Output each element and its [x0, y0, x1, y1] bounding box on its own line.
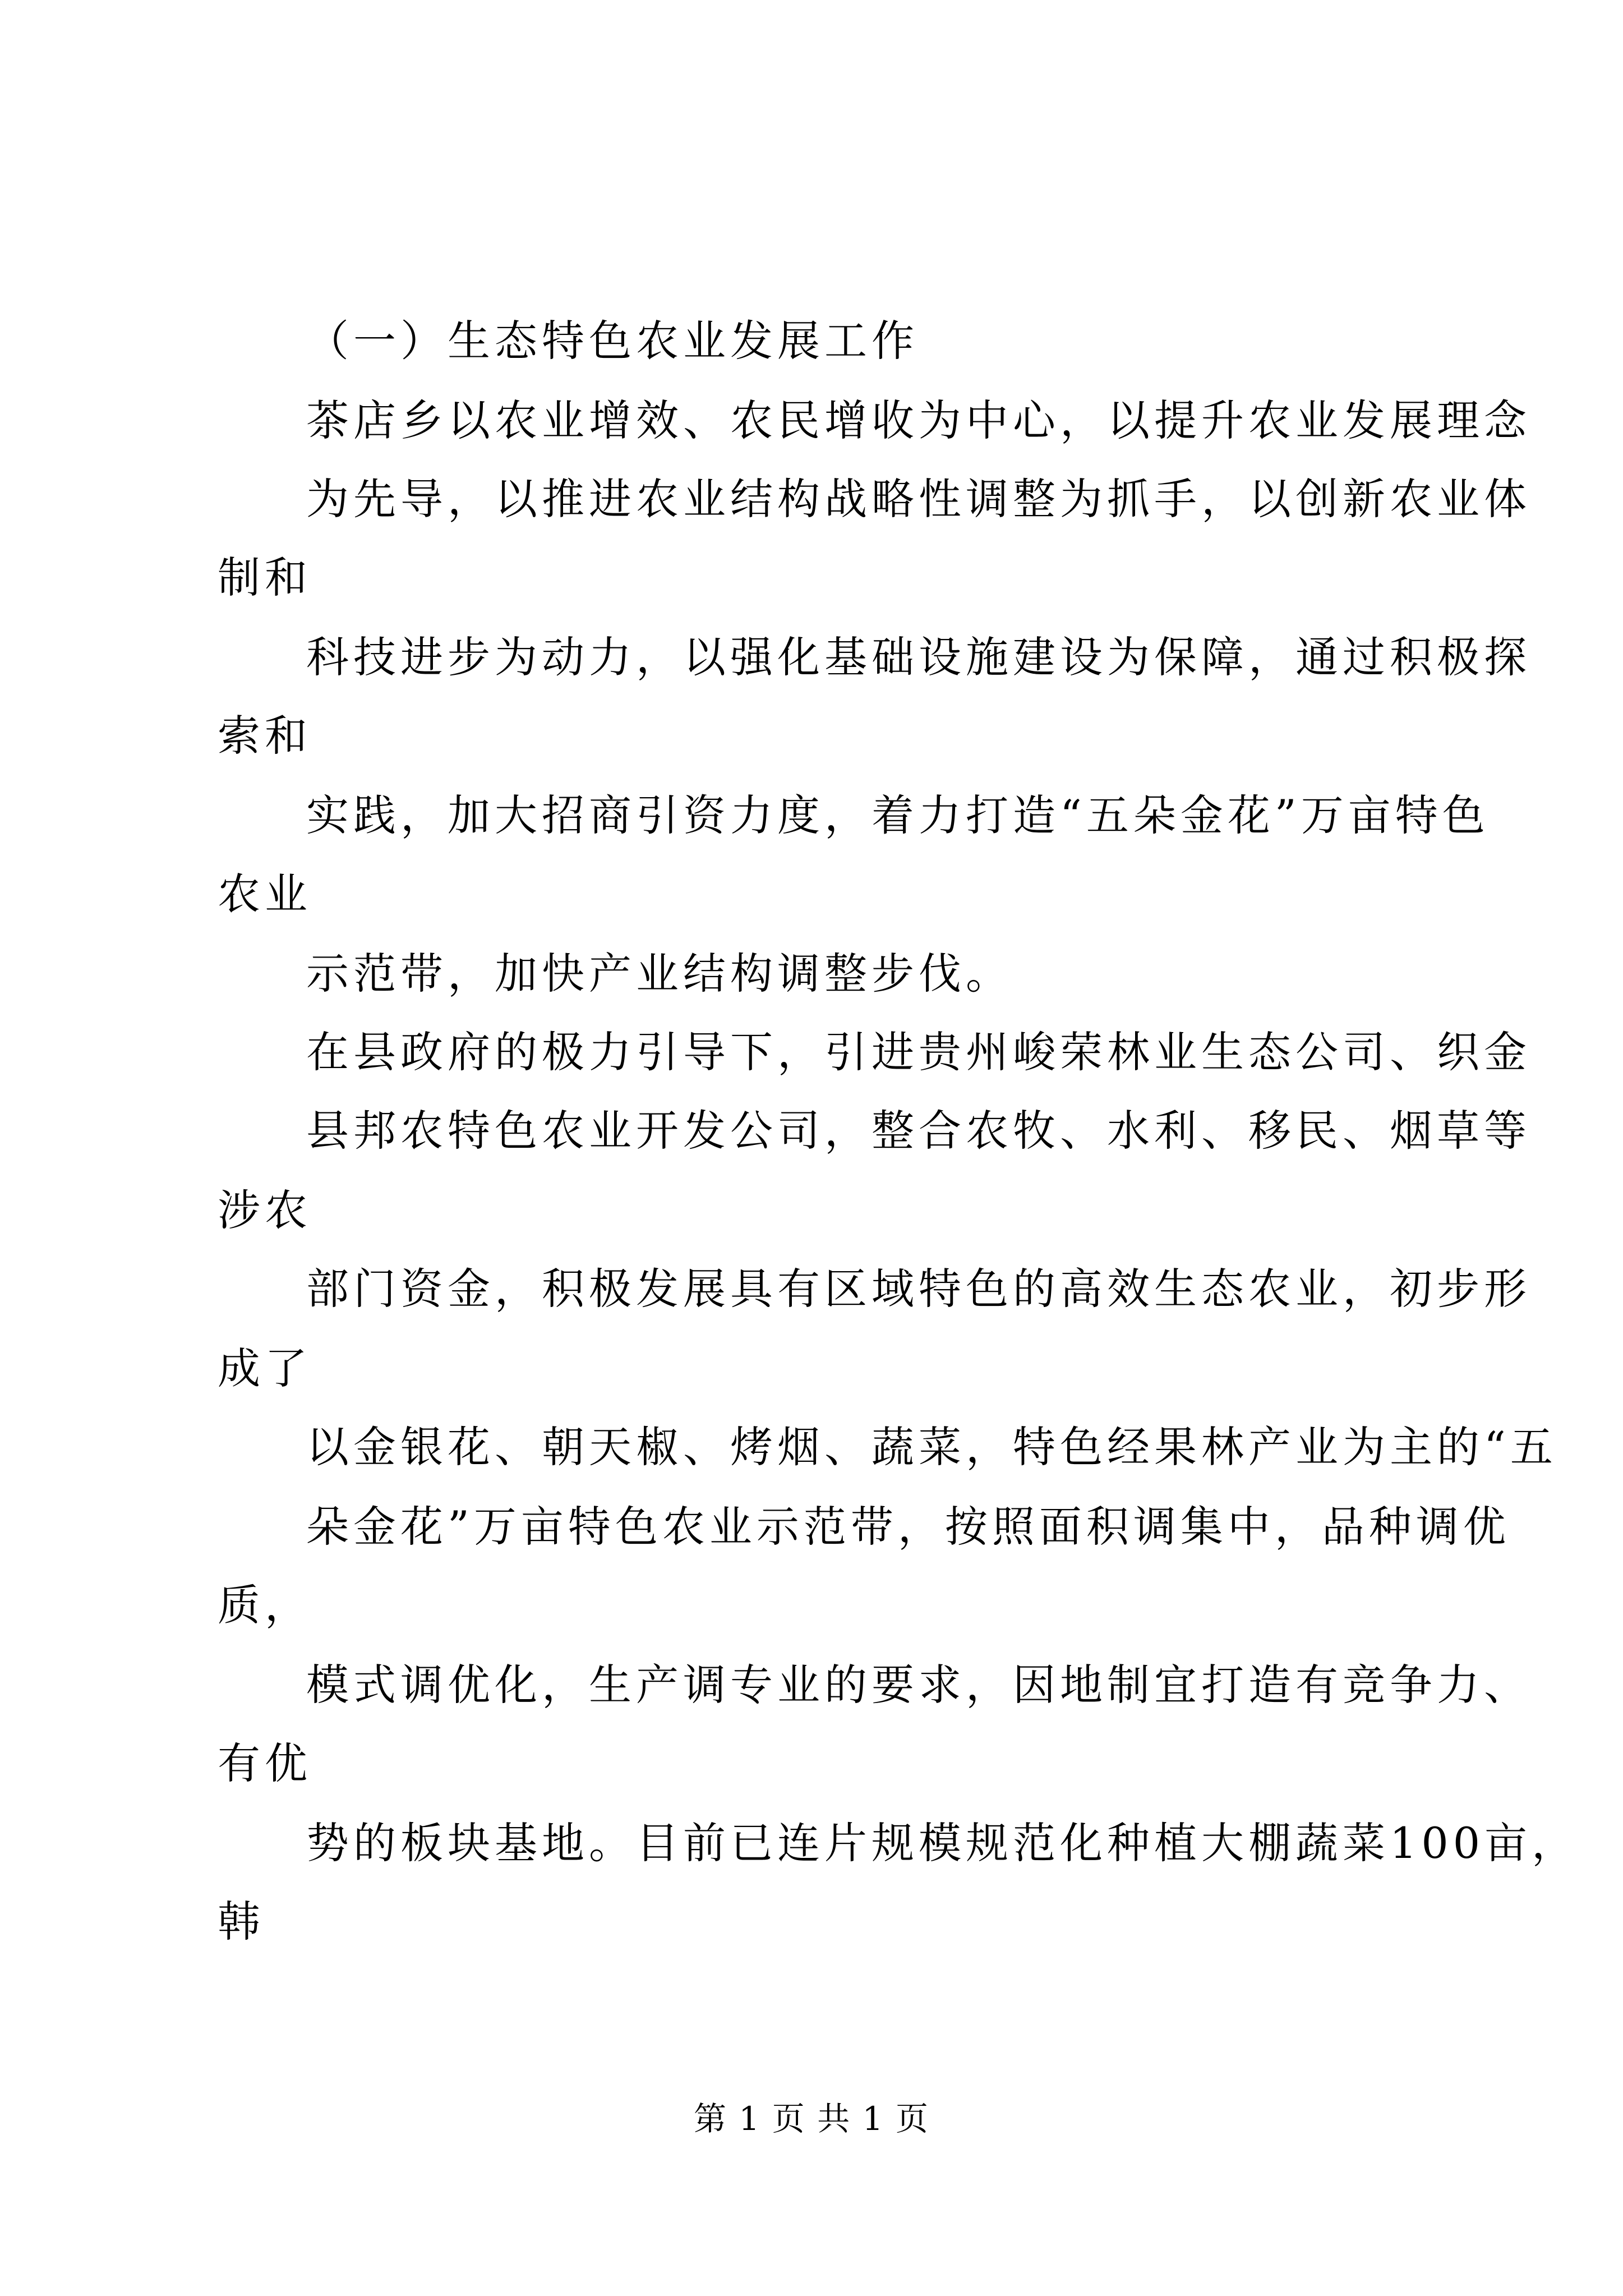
paragraph-line: 朵金花”万亩特色农业示范带，按照面积调集中，品种调优 — [306, 1502, 1510, 1552]
paragraph-line: 制和 — [218, 553, 312, 602]
paragraph-line: 为先导，以推进农业结构战略性调整为抓手，以创新农业体 — [306, 474, 1531, 524]
paragraph-line: 涉农 — [218, 1185, 312, 1235]
paragraph-line: 质， — [218, 1580, 312, 1630]
paragraph-line: 科技进步为动力，以强化基础设施建设为保障，通过积极探 — [306, 632, 1531, 682]
paragraph-line: 部门资金，积极发展具有区域特色的高效生态农业，初步形 — [306, 1264, 1531, 1314]
paragraph-line: 韩 — [218, 1897, 265, 1947]
page-footer: 第 1 页 共 1 页 — [694, 2100, 929, 2138]
paragraph-line: 成了 — [218, 1343, 312, 1393]
paragraph-line: 模式调优化，生产调专业的要求，因地制宜打造有竞争力、 — [306, 1660, 1531, 1710]
paragraph-line: 在县政府的极力引导下，引进贵州峻荣林业生态公司、织金 — [306, 1027, 1531, 1077]
paragraph-line: 有优 — [218, 1738, 312, 1788]
paragraph-line: 以金银花、朝天椒、烤烟、蔬菜，特色经果林产业为主的“五 — [306, 1422, 1557, 1472]
paragraph-line: 农业 — [218, 869, 312, 919]
section-heading: （一）生态特色农业发展工作 — [306, 316, 919, 366]
paragraph-line: 索和 — [218, 711, 312, 761]
paragraph-line: 势的板块基地。目前已连片规模规范化种植大棚蔬菜100亩， — [306, 1818, 1579, 1868]
paragraph-line: 县邦农特色农业开发公司，整合农牧、水利、移民、烟草等 — [306, 1106, 1531, 1156]
paragraph-line: 示范带，加快产业结构调整步伐。 — [306, 949, 1013, 999]
paragraph-line: 茶店乡以农业增效、农民增收为中心，以提升农业发展理念 — [306, 395, 1531, 445]
paragraph-line: 实践，加大招商引资力度，着力打造“五朵金花”万亩特色 — [306, 790, 1490, 840]
